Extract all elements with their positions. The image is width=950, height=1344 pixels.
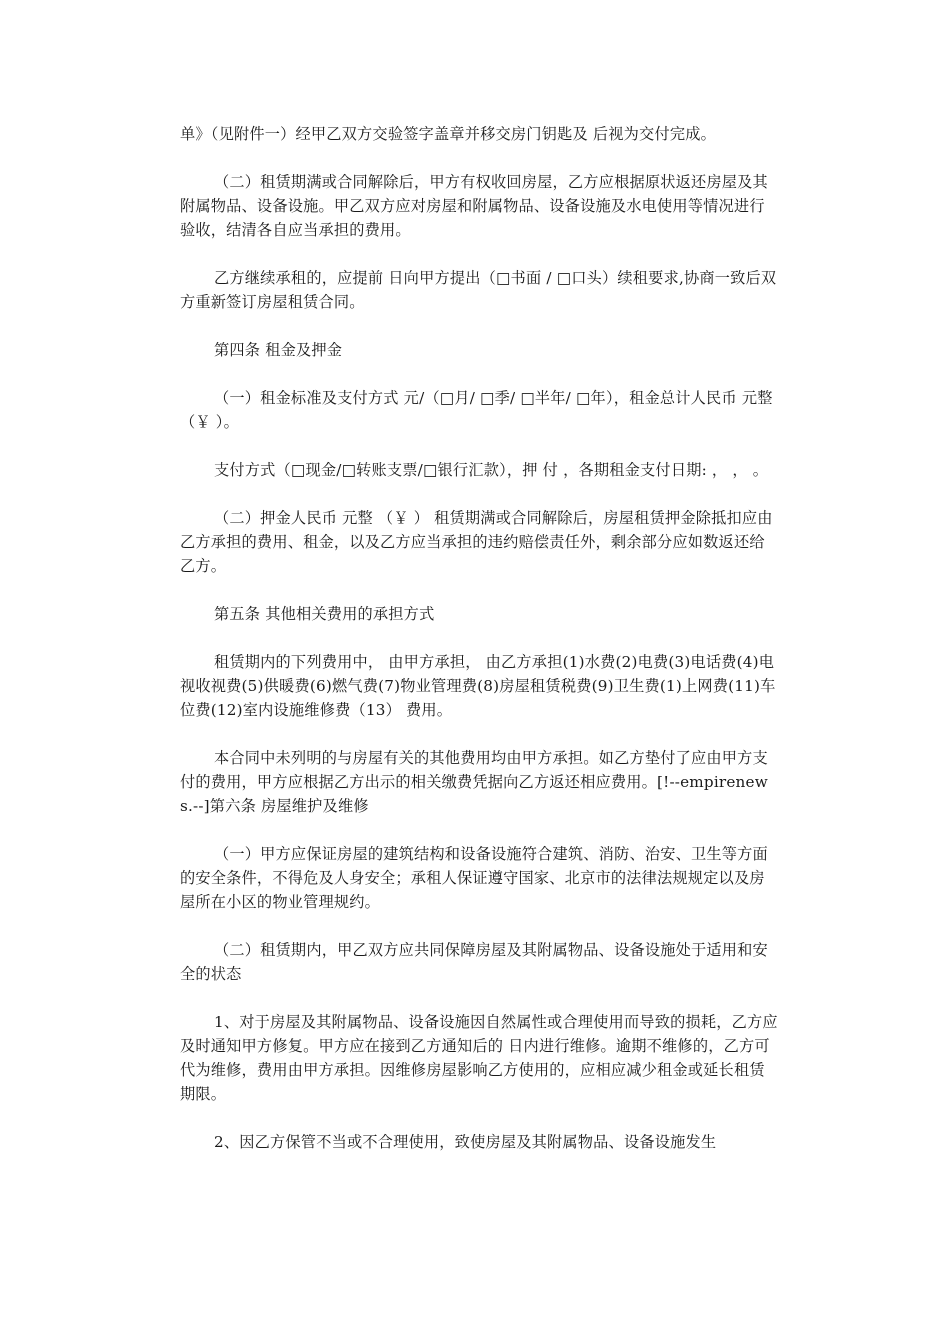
paragraph-9: 租赁期内的下列费用中， 由甲方承担， 由乙方承担(1)水费(2)电费(3)电话费(4)电视收视费(5)供暖费(6)燃气费(7)物业管理费(8)房屋租赁税费(9)卫生费(1)上网费(11)车位费(12)室内设施维修费（13） 费用。 — [180, 653, 776, 719]
paragraph-6: 支付方式（□现金/□转账支票/□银行汇款），押 付 ，各期租金支付日期: ， ， 。 — [214, 461, 769, 479]
document-page — [180, 122, 780, 1178]
paragraph-13: 1、对于房屋及其附属物品、设备设施因自然属性或合理使用而导致的损耗，乙方应及时通知甲方修复。甲方应在接到乙方通知后的 日内进行维修。逾期不维修的，乙方可代为维修，费用由甲方承担。因维修房屋影响乙方使用的，应相应减少租金或延长租赁期限。 — [180, 1013, 778, 1103]
paragraph-2: （二）租赁期满或合同解除后，甲方有权收回房屋，乙方应根据原状返还房屋及其附属物品、设备设施。甲乙双方应对房屋和附属物品、设备设施及水电使用等情况进行验收，结清各自应当承担的费用。 — [180, 173, 768, 239]
paragraph-10: 本合同中未列明的与房屋有关的其他费用均由甲方承担。如乙方垫付了应由甲方支付的费用，甲方应根据乙方出示的相关缴费凭据向乙方返还相应费用。[!--empirenews.--]第六条 房屋维护及维修 — [180, 749, 768, 815]
section-heading-article-5: 第五条 其他相关费用的承担方式 — [214, 605, 435, 623]
paragraph-11: （一）甲方应保证房屋的建筑结构和设备设施符合建筑、消防、治安、卫生等方面的安全条件，不得危及人身安全；承租人保证遵守国家、北京市的法律法规规定以及房屋所在小区的物业管理规约。 — [180, 845, 768, 911]
paragraph-12: （二）租赁期内，甲乙双方应共同保障房屋及其附属物品、设备设施处于适用和安全的状态 — [180, 941, 768, 983]
paragraph-3: 乙方继续承租的，应提前 日向甲方提出（□书面 / □口头）续租要求,协商一致后双方重新签订房屋租赁合同。 — [180, 269, 777, 311]
paragraph-7: （二）押金人民币 元整 （￥ ） 租赁期满或合同解除后，房屋租赁押金除抵扣应由乙方承担的费用、租金，以及乙方应当承担的违约赔偿责任外，剩余部分应如数返还给乙方。 — [180, 509, 773, 575]
paragraph-14: 2、因乙方保管不当或不合理使用，致使房屋及其附属物品、设备设施发生 — [214, 1133, 717, 1151]
section-heading-article-4: 第四条 租金及押金 — [214, 341, 343, 359]
paragraph-5: （一）租金标准及支付方式 元/（□月/ □季/ □半年/ □年），租金总计人民币 元整（￥ ）。 — [180, 389, 773, 431]
paragraph-1: 单》（见附件一）经甲乙双方交验签字盖章并移交房门钥匙及 后视为交付完成。 — [180, 125, 716, 143]
